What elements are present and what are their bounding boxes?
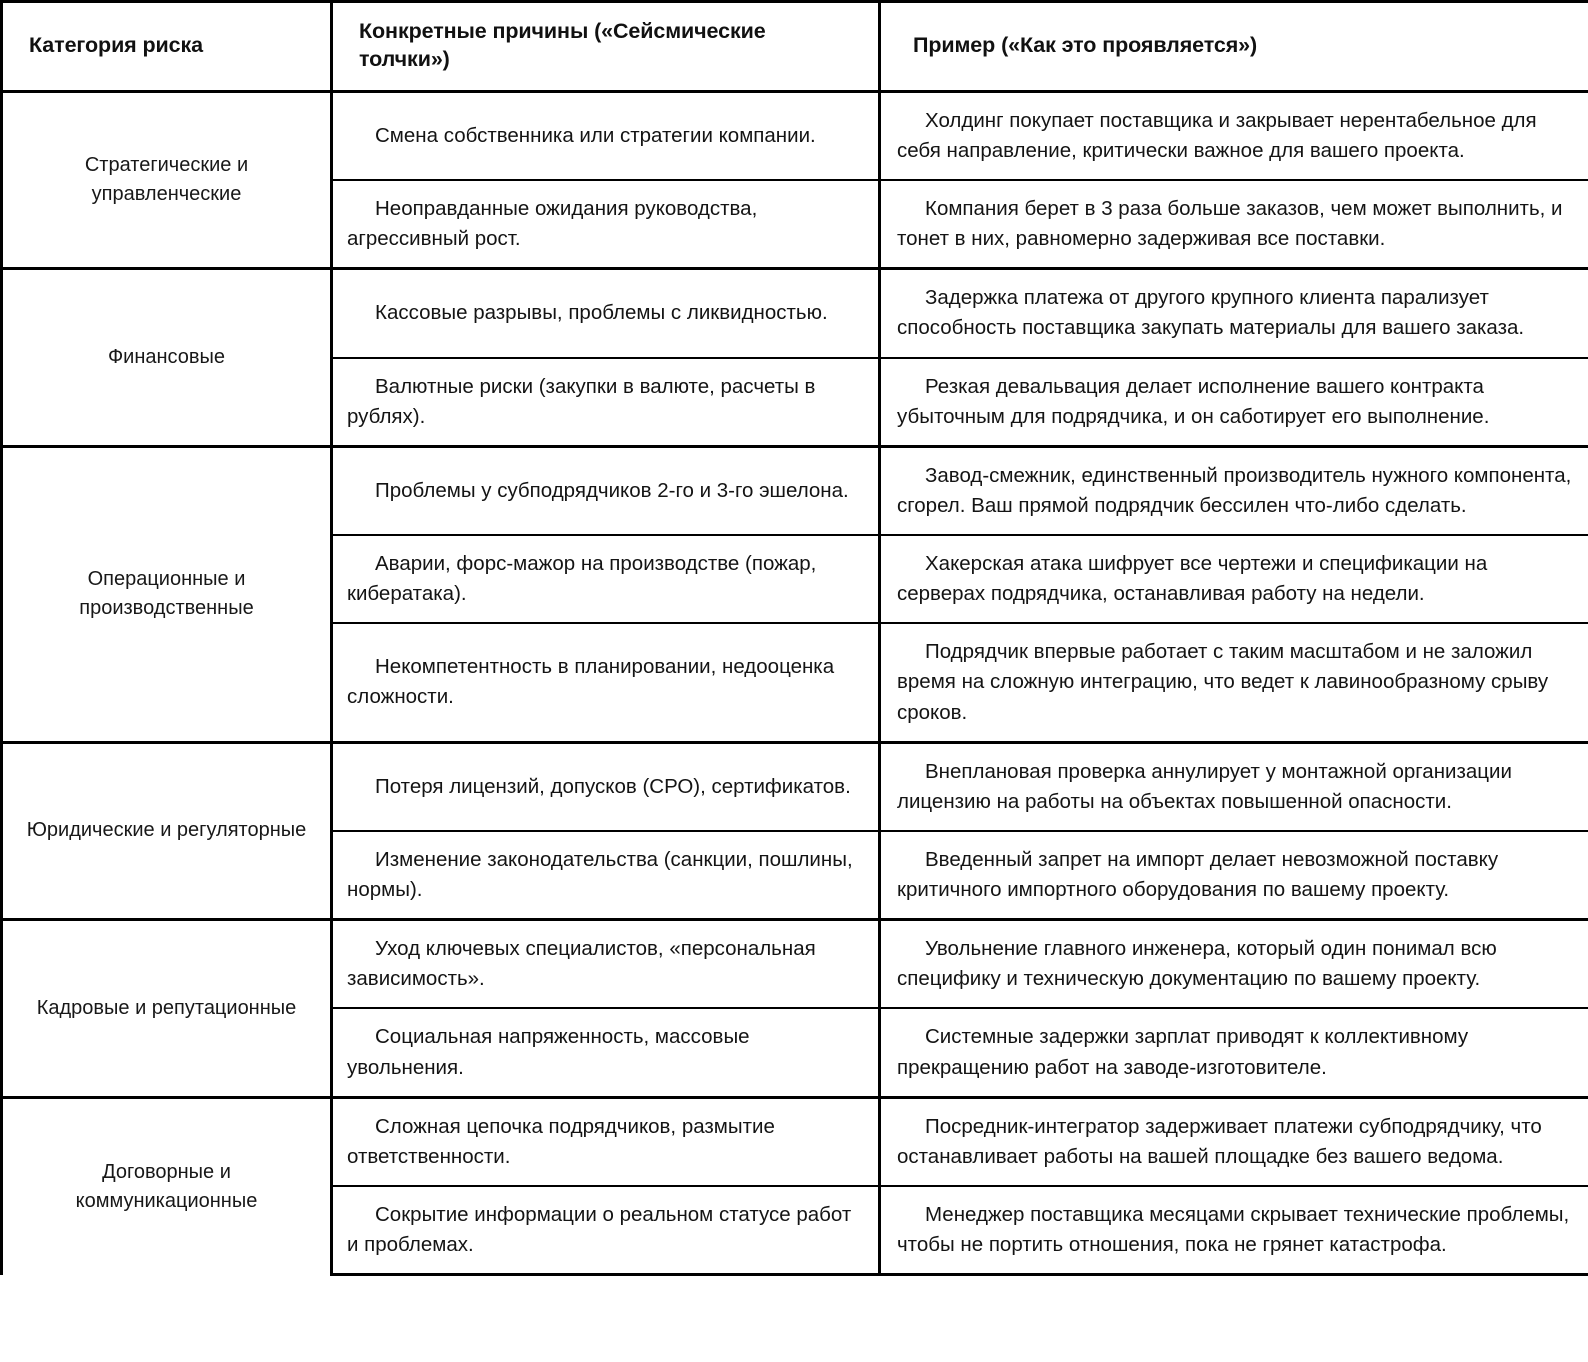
table-header-row — [2, 2, 1588, 92]
example-text: Системные задержки зарплат приводят к коллективному прекращению работ на заводе-изготовителе. — [880, 1008, 1588, 1097]
column-header-cause: Конкретные причины («Сейсмические толчки») — [332, 2, 880, 92]
risk-group-contractual — [2, 1097, 1588, 1275]
category-label: Кадровые и репутационные — [2, 920, 332, 1098]
column-header-example: Пример («Как это проявляется») — [880, 2, 1588, 92]
cause-text: Валютные риски (закупки в валюте, расчеты в рублях). — [332, 358, 880, 447]
table-row — [2, 269, 1588, 358]
risk-group-hr — [2, 920, 1588, 1098]
example-text: Резкая девальвация делает исполнение вашего контракта убыточным для подрядчика, и он саботирует его выполнение. — [880, 358, 1588, 447]
example-text: Внеплановая проверка аннулирует у монтажной организации лицензию на работы на объектах повышенной опасности. — [880, 742, 1588, 831]
risk-group-financial — [2, 269, 1588, 447]
category-label: Операционные и производственные — [2, 446, 332, 742]
cause-text: Сложная цепочка подрядчиков, размытие ответственности. — [332, 1097, 880, 1186]
table-row — [2, 1097, 1588, 1186]
example-text: Хакерская атака шифрует все чертежи и спецификации на серверах подрядчика, останавливая работу на недели. — [880, 535, 1588, 623]
example-text: Увольнение главного инженера, который один понимал всю специфику и техническую документацию по вашему проекту. — [880, 920, 1588, 1009]
example-text: Посредник-интегратор задерживает платежи субподрядчику, что останавливает работы на вашей площадке без вашего ведома. — [880, 1097, 1588, 1186]
example-text: Введенный запрет на импорт делает невозможной поставку критичного импортного оборудования по вашему проекту. — [880, 831, 1588, 920]
category-label: Юридические и регуляторные — [2, 742, 332, 920]
cause-text: Социальная напряженность, массовые увольнения. — [332, 1008, 880, 1097]
table-row — [2, 742, 1588, 831]
cause-text: Сокрытие информации о реальном статусе работ и проблемах. — [332, 1186, 880, 1275]
category-label: Договорные и коммуникационные — [2, 1097, 332, 1275]
cause-text: Смена собственника или стратегии компании. — [332, 91, 880, 180]
column-header-category: Категория риска — [2, 2, 332, 92]
cause-text: Неоправданные ожидания руководства, агрессивный рост. — [332, 180, 880, 269]
cause-text: Некомпетентность в планировании, недооценка сложности. — [332, 623, 880, 742]
cause-text: Проблемы у субподрядчиков 2-го и 3-го эшелона. — [332, 446, 880, 535]
table-header — [2, 2, 1588, 92]
cause-text: Изменение законодательства (санкции, пошлины, нормы). — [332, 831, 880, 920]
cause-text: Потеря лицензий, допусков (СРО), сертификатов. — [332, 742, 880, 831]
category-label: Стратегические и управленческие — [2, 91, 332, 269]
table-row — [2, 91, 1588, 180]
category-label: Финансовые — [2, 269, 332, 447]
example-text: Холдинг покупает поставщика и закрывает нерентабельное для себя направление, критически важное для вашего проекта. — [880, 91, 1588, 180]
example-text: Задержка платежа от другого крупного клиента парализует способность поставщика закупать материалы для вашего заказа. — [880, 269, 1588, 358]
risk-group-strategic — [2, 91, 1588, 269]
risk-group-legal — [2, 742, 1588, 920]
cause-text: Кассовые разрывы, проблемы с ликвидностью. — [332, 269, 880, 358]
cause-text: Уход ключевых специалистов, «персональная зависимость». — [332, 920, 880, 1009]
cause-text: Аварии, форс-мажор на производстве (пожар, кибератака). — [332, 535, 880, 623]
table-row — [2, 920, 1588, 1009]
example-text: Завод-смежник, единственный производитель нужного компонента, сгорел. Ваш прямой подрядчик бессилен что-либо сделать. — [880, 446, 1588, 535]
example-text: Менеджер поставщика месяцами скрывает технические проблемы, чтобы не портить отношения, пока не грянет катастрофа. — [880, 1186, 1588, 1275]
table-row — [2, 446, 1588, 535]
example-text: Подрядчик впервые работает с таким масштабом и не заложил время на сложную интеграцию, что ведет к лавинообразному срыву сроков. — [880, 623, 1588, 742]
risk-group-operational — [2, 446, 1588, 742]
example-text: Компания берет в 3 раза больше заказов, чем может выполнить, и тонет в них, равномерно задерживая все поставки. — [880, 180, 1588, 269]
